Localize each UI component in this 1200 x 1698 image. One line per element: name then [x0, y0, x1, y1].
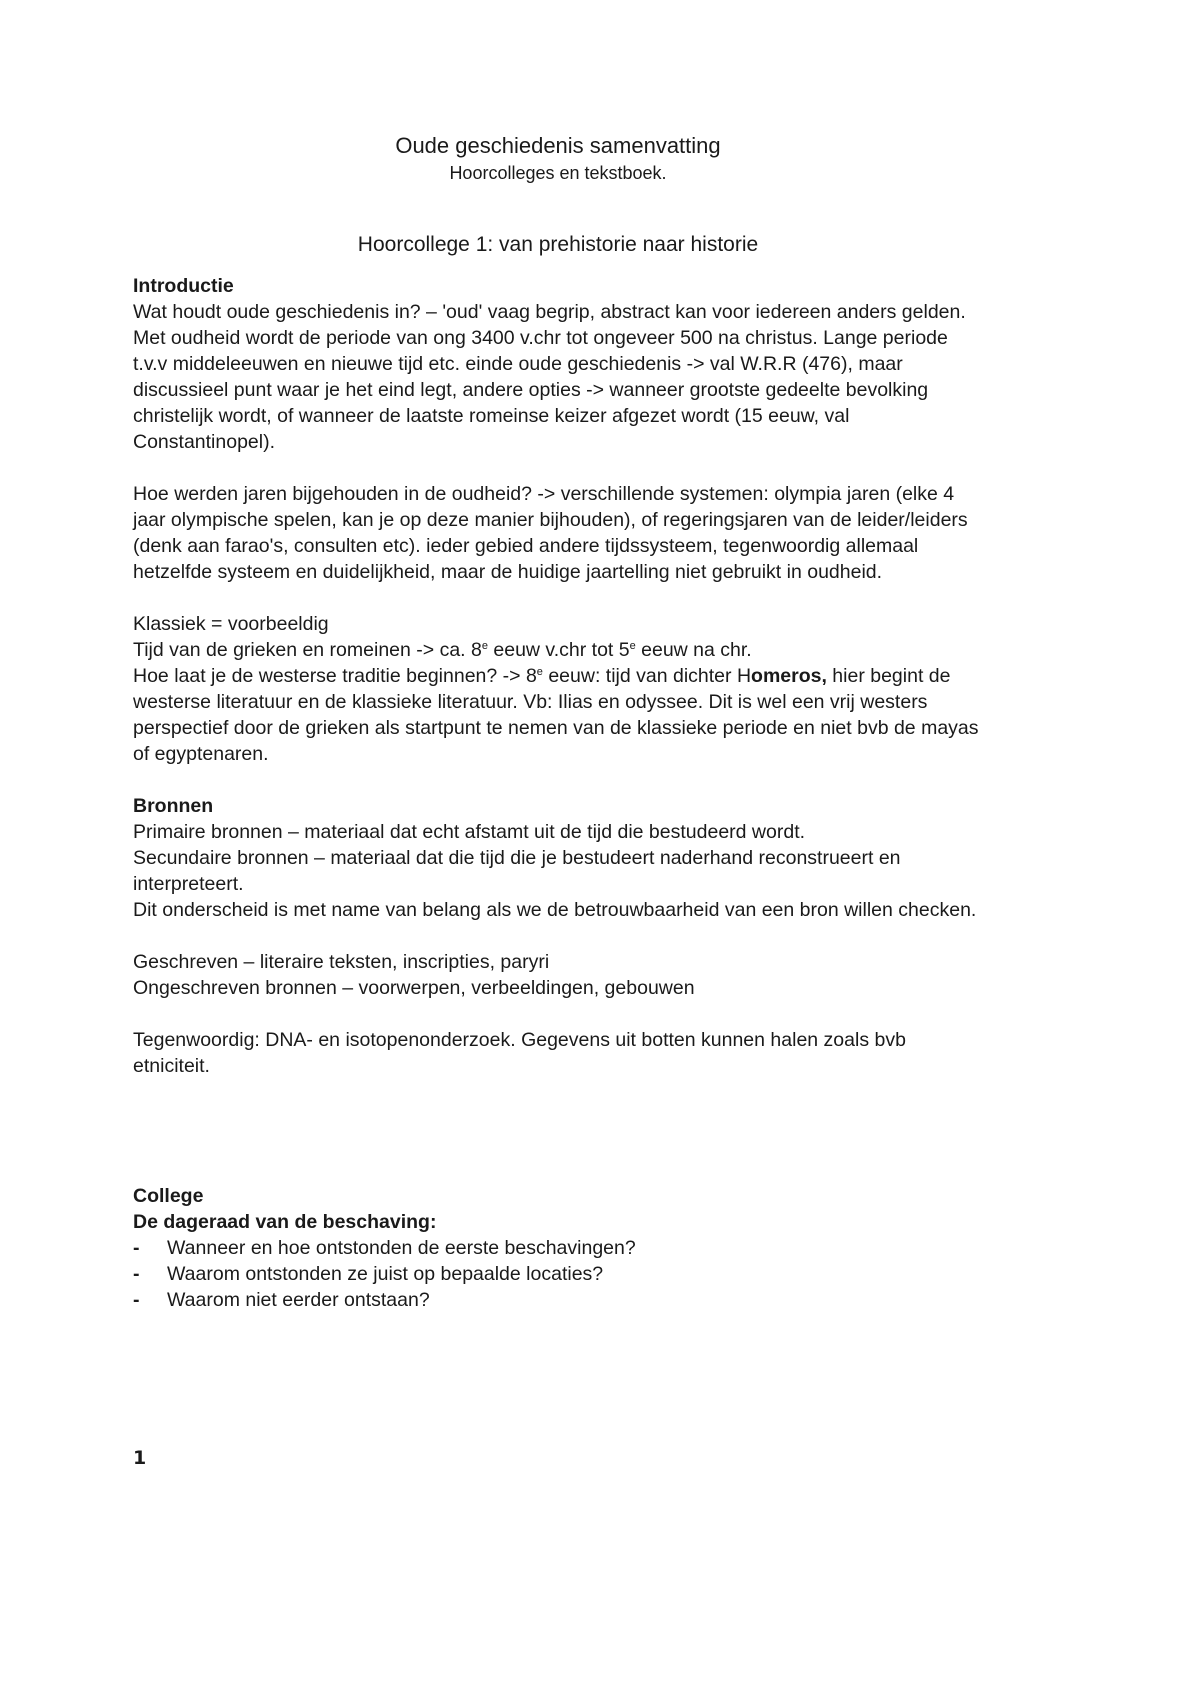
text-fragment: hier begint de westerse literatuur en de klassieke literatuur. Vb: Ilias en odyssee. Dit is wel een vrij westers perspectief door de grieken als startpunt te nemen van de klassieke periode en niet bvb de mayas of egyptenaren. — [133, 665, 979, 765]
superscript: e — [481, 640, 488, 652]
paragraph-onderscheid: Dit onderscheid is met name van belang als we de betrouwbaarheid van een bron willen checken. — [133, 899, 977, 921]
text-fragment: eeuw: tijd van dichter H — [542, 665, 752, 687]
paragraph-jaartelling: Hoe werden jaren bijgehouden in de oudheid? -> verschillende systemen: olympia jaren (elke 4 jaar olympische spelen, kan je op deze manier bijhouden), of regeringsjaren van de leider/leiders (denk aan farao's, consulten etc). ieder gebied andere tijdssysteem, tegenwoordig allemaal hetzelfde systeem en duidelijkheid, maar de huidige jaartelling niet gebruikt in oudheid. — [133, 483, 968, 583]
section-heading-college: College — [133, 1185, 204, 1207]
bold-text-homeros: omeros, — [751, 665, 827, 687]
document-body — [133, 131, 983, 1313]
paragraph-geschreven: Geschreven – literaire teksten, inscripties, paryri — [133, 951, 550, 973]
section-heading-introductie: Introductie — [133, 275, 234, 297]
paragraph-klassiek-periode — [133, 637, 983, 663]
paragraph-ongeschreven: Ongeschreven bronnen – voorwerpen, verbeeldingen, gebouwen — [133, 977, 695, 999]
paragraph-westerse-traditie — [133, 663, 983, 767]
superscript: e — [629, 640, 636, 652]
list-item — [133, 1261, 983, 1287]
list-item-text: Wanneer en hoe ontstonden de eerste beschavingen? — [167, 1237, 636, 1259]
list-item — [133, 1287, 983, 1313]
list-item-text: Waarom ontstonden ze juist op bepaalde locaties? — [167, 1263, 604, 1285]
superscript: e — [536, 666, 543, 678]
paragraph-tegenwoordig: Tegenwoordig: DNA- en isotopenonderzoek. Gegevens uit botten kunnen halen zoals bvb etniciteit. — [133, 1029, 906, 1077]
paragraph-klassiek-definition: Klassiek = voorbeeldig — [133, 613, 329, 635]
text-fragment: Hoe laat je de westerse traditie beginnen? -> 8 — [133, 665, 537, 687]
document-title: Oude geschiedenis samenvatting — [395, 133, 721, 158]
paragraph-primaire-bronnen: Primaire bronnen – materiaal dat echt afstamt uit de tijd die bestudeerd wordt. — [133, 821, 806, 843]
bullet-marker: - — [133, 1263, 140, 1285]
text-fragment: eeuw v.chr tot 5 — [487, 639, 630, 661]
text-fragment: Tijd van de grieken en romeinen -> ca. 8 — [133, 639, 482, 661]
list-item-text: Waarom niet eerder ontstaan? — [167, 1289, 430, 1311]
list-item — [133, 1235, 983, 1261]
section-heading-bronnen: Bronnen — [133, 795, 214, 817]
bullet-marker: - — [133, 1289, 140, 1311]
subheading-dageraad: De dageraad van de beschaving: — [133, 1211, 437, 1233]
page-number: 1 — [133, 1447, 147, 1469]
paragraph-oude-geschiedenis: Wat houdt oude geschiedenis in? – 'oud' vaag begrip, abstract kan voor iedereen anders gelden. Met oudheid wordt de periode van ong 3400 v.chr tot ongeveer 500 na christus. Lange periode t.v.v middeleeuwen en nieuwe tijd etc. einde oude geschiedenis -> val W.R.R (476), maar discussieel punt waar je het eind legt, andere opties -> wanneer grootste gedeelte bevolking christelijk wordt, of wanneer de laatste romeinse keizer afgezet wordt (15 eeuw, val Constantinopel). — [133, 301, 966, 453]
paragraph-secundaire-bronnen: Secundaire bronnen – materiaal dat die tijd die je bestudeert naderhand reconstrueert en interpreteert. — [133, 847, 901, 895]
bullet-marker: - — [133, 1237, 140, 1259]
text-fragment: eeuw na chr. — [635, 639, 752, 661]
document-subtitle: Hoorcolleges en tekstboek. — [449, 163, 667, 183]
lecture-heading: Hoorcollege 1: van prehistorie naar historie — [357, 233, 759, 256]
